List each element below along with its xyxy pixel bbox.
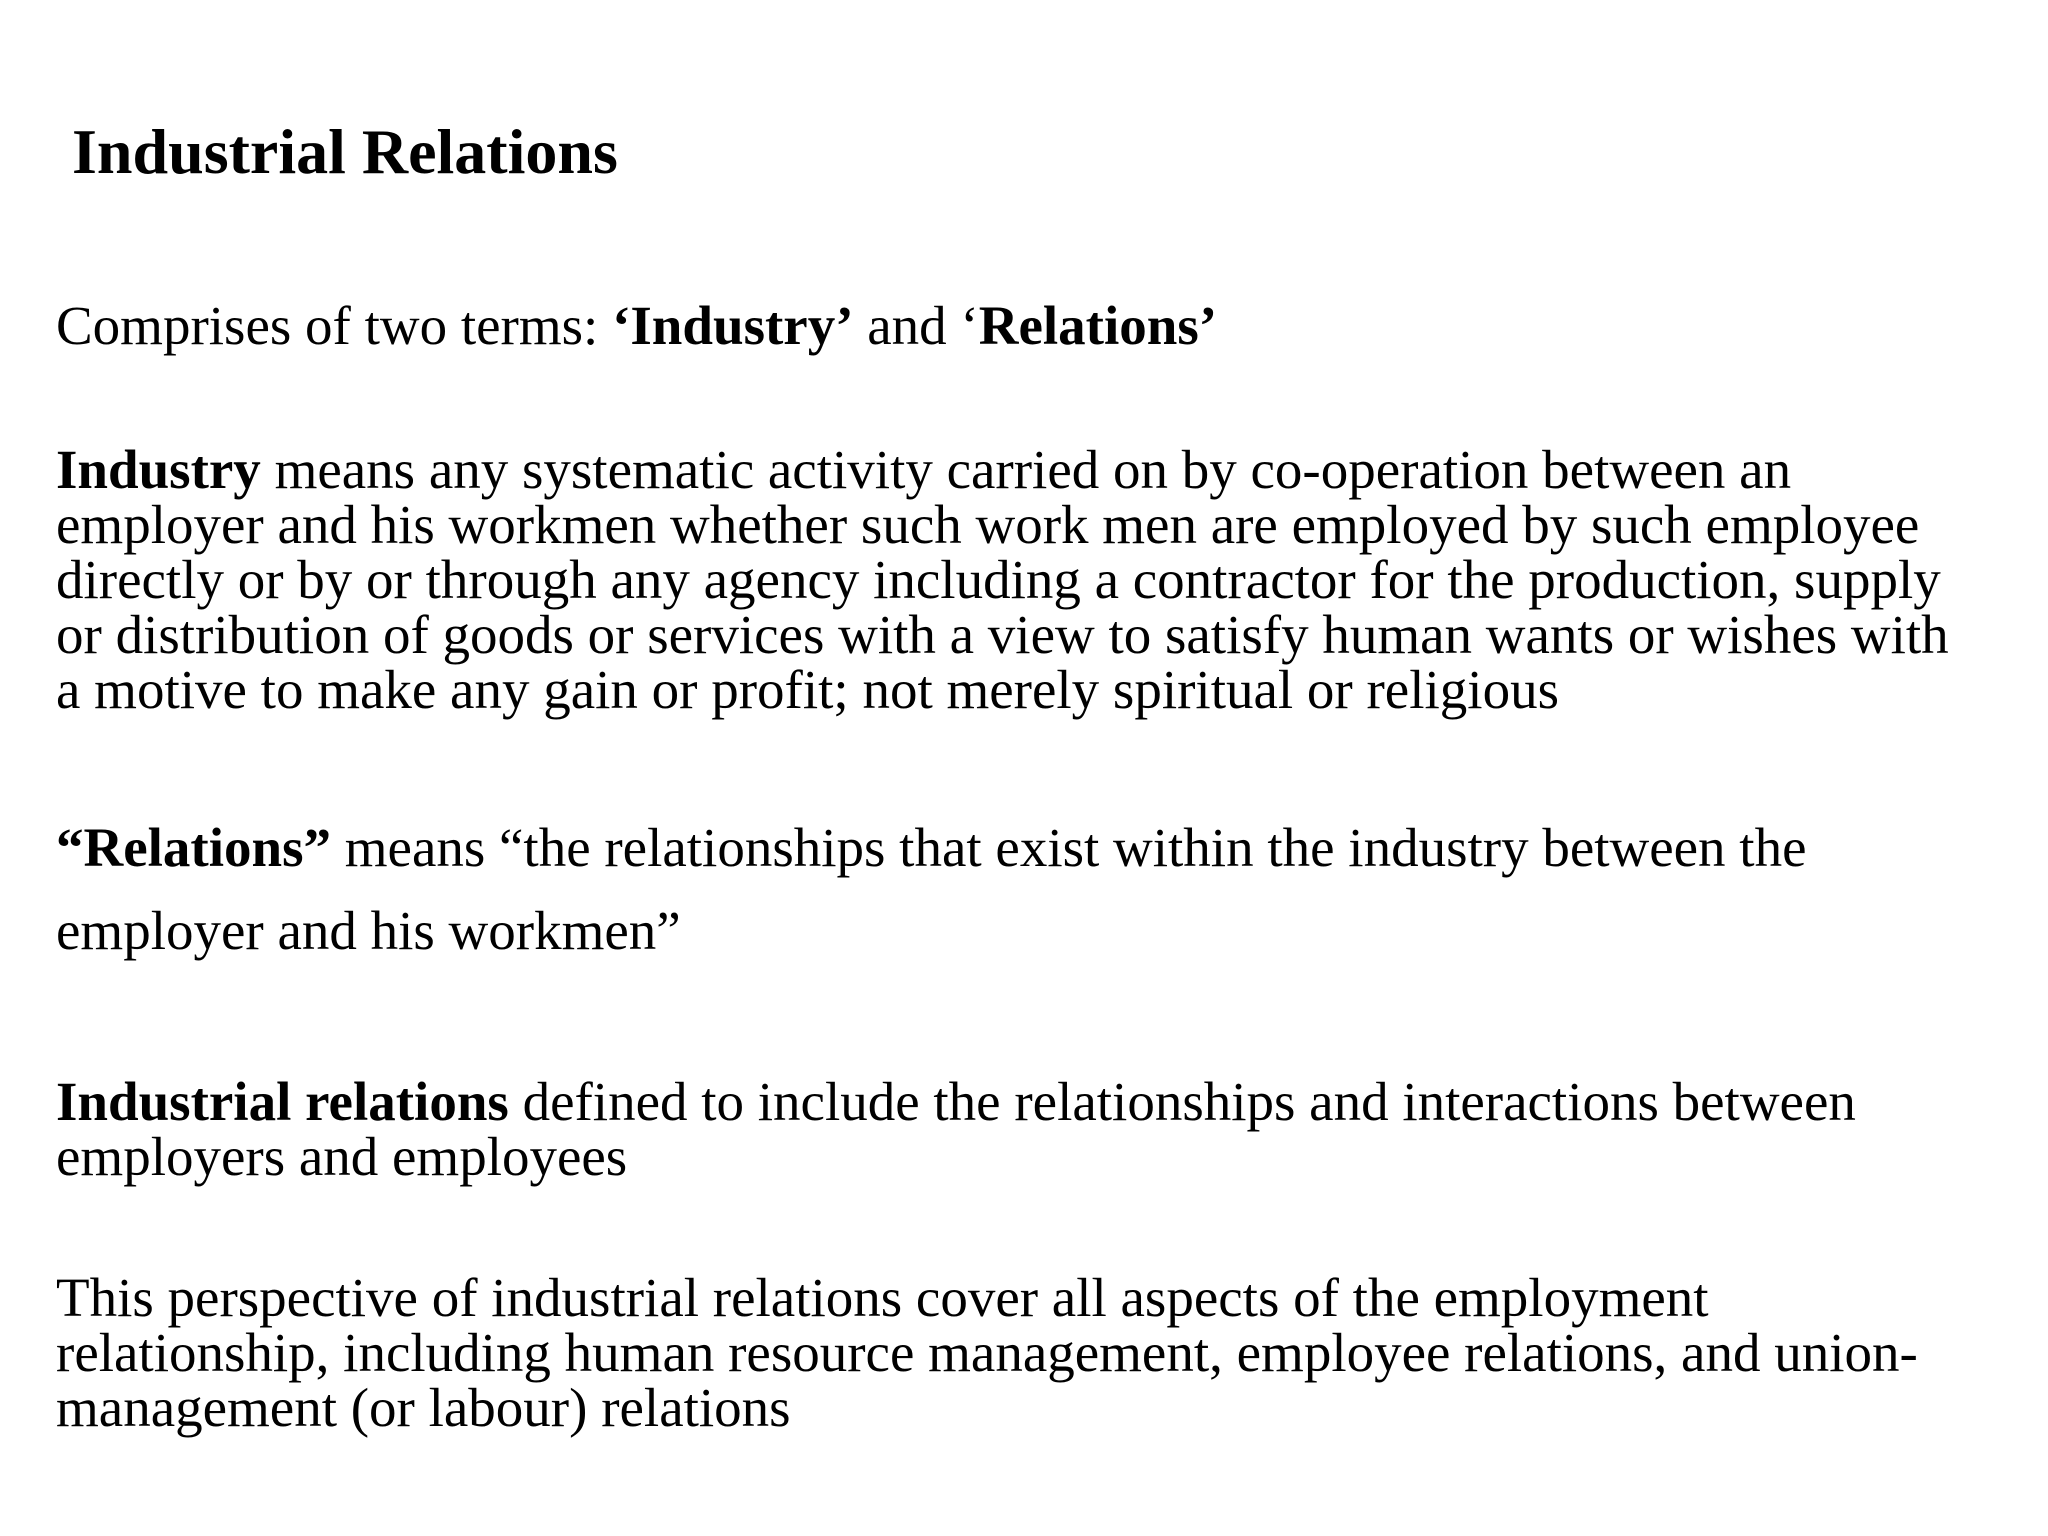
terms-paragraph bbox=[56, 295, 1218, 356]
industrial-relations-definition bbox=[56, 1071, 1856, 1187]
relations-term: “Relations” bbox=[56, 817, 331, 878]
industry-definition-line bbox=[56, 439, 1949, 500]
industry-definition-line: a motive to make any gain or profit; not merely spiritual or religious bbox=[56, 659, 1559, 720]
terms-and: and ‘ bbox=[853, 295, 979, 356]
ir-definition-line bbox=[56, 1071, 1856, 1132]
terms-prefix: Comprises of two terms: bbox=[56, 295, 613, 356]
term-industry: ‘Industry’ bbox=[612, 295, 854, 356]
slide-title: Industrial Relations bbox=[72, 116, 618, 187]
relations-definition-line bbox=[56, 806, 1807, 889]
industry-line1-text: means any systematic activity carried on by co-operation between an bbox=[260, 439, 1792, 500]
perspective-paragraph bbox=[56, 1267, 1918, 1438]
industrial-relations-term: Industrial relations bbox=[56, 1071, 509, 1132]
relations-definition-line: employer and his workmen” bbox=[56, 900, 681, 961]
industry-definition bbox=[56, 439, 1949, 720]
ir-definition-line: employers and employees bbox=[56, 1126, 628, 1187]
relations-line1-text: means “the relationships that exist within the industry between the bbox=[331, 817, 1807, 878]
relations-definition bbox=[56, 806, 1807, 972]
perspective-line: management (or labour) relations bbox=[56, 1377, 791, 1438]
ir-line1-text: defined to include the relationships and interactions between bbox=[508, 1071, 1856, 1132]
industry-definition-line: directly or by or through any agency including a contractor for the production, supply bbox=[56, 549, 1941, 610]
industry-term: Industry bbox=[56, 439, 261, 500]
term-relations: Relations’ bbox=[978, 295, 1218, 356]
industry-definition-line: or distribution of goods or services with a view to satisfy human wants or wishes with bbox=[56, 604, 1949, 665]
perspective-line: relationship, including human resource management, employee relations, and union- bbox=[56, 1322, 1918, 1383]
perspective-line: This perspective of industrial relations cover all aspects of the employment bbox=[56, 1267, 1709, 1328]
industry-definition-line: employer and his workmen whether such work men are employed by such employee bbox=[56, 494, 1920, 555]
